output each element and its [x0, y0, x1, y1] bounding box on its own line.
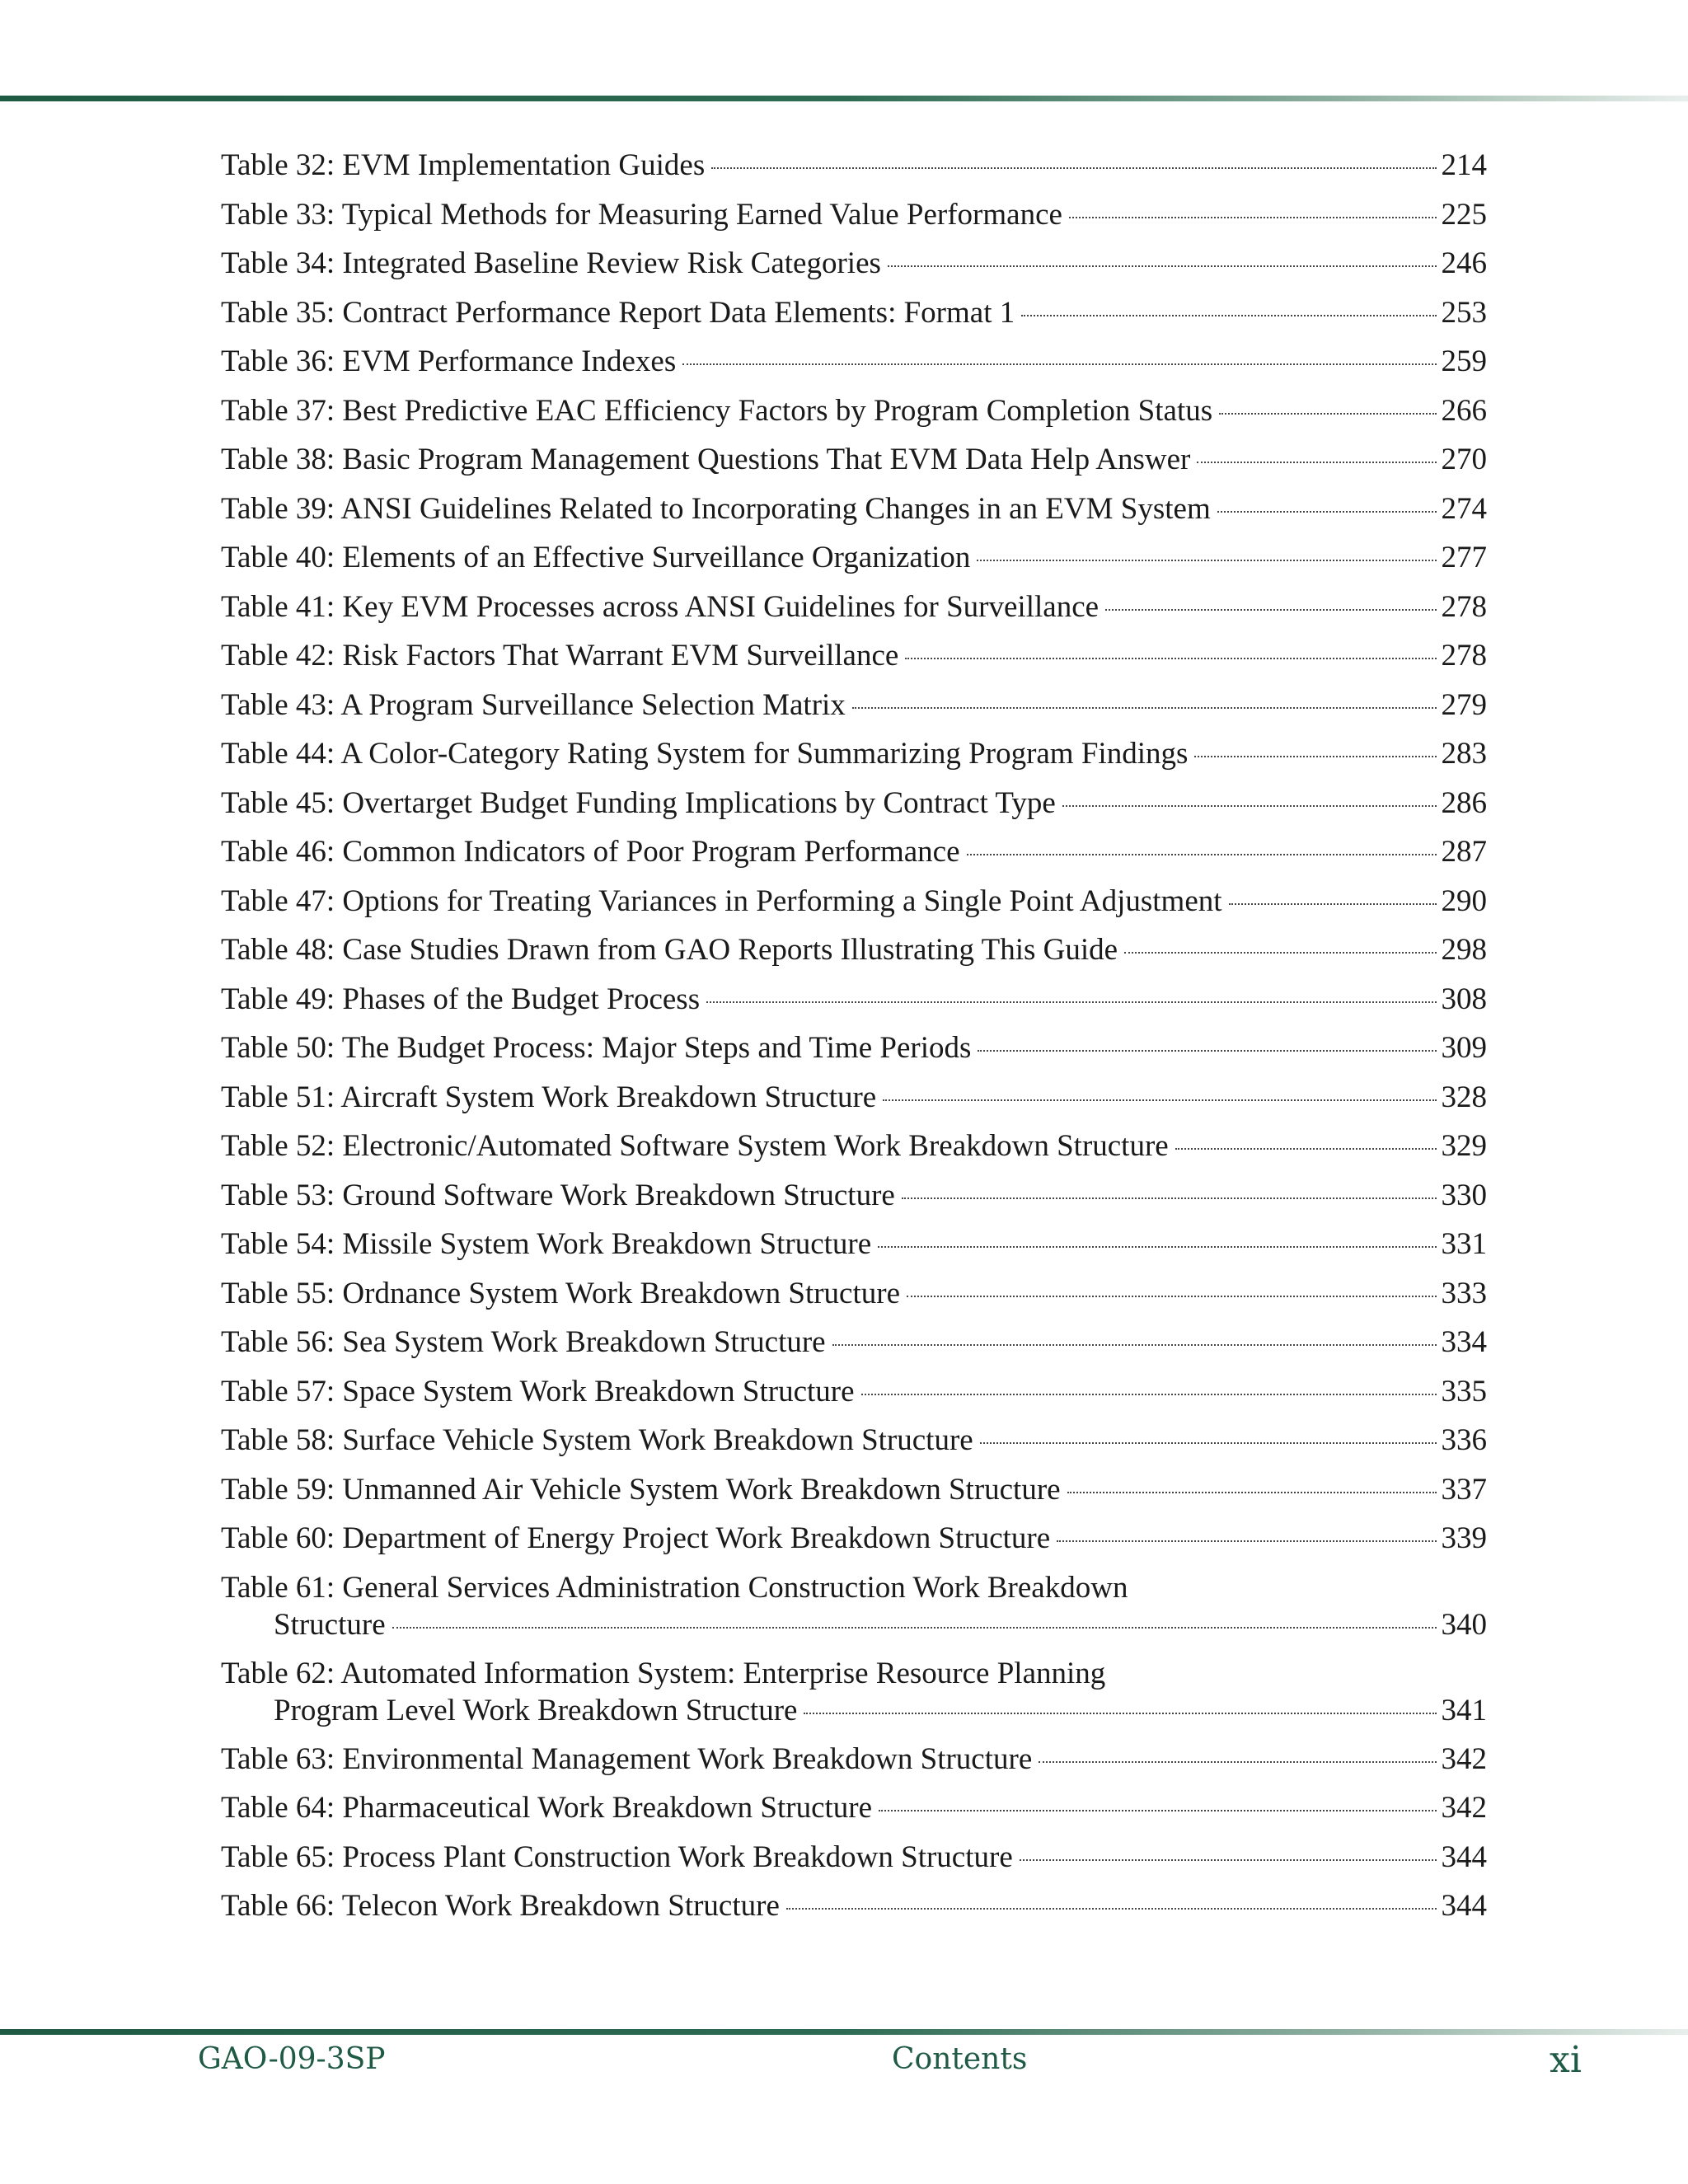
toc-entry[interactable]	[221, 833, 1487, 870]
dot-leader	[786, 1908, 1437, 1910]
section-name: Contents	[892, 2042, 1028, 2076]
toc-entry[interactable]	[221, 1422, 1487, 1459]
page-footer	[0, 2036, 1688, 2085]
toc-entry-title-continuation: Structure	[274, 1607, 386, 1642]
header-rule	[0, 96, 1688, 101]
dot-leader	[1219, 413, 1436, 415]
dot-leader	[902, 1197, 1437, 1199]
toc-entry-page: 253	[1441, 295, 1487, 330]
toc-entry[interactable]	[221, 883, 1487, 920]
toc-entry[interactable]	[221, 441, 1487, 478]
toc-entry-page: 342	[1441, 1791, 1487, 1825]
dot-leader	[1039, 1761, 1436, 1763]
toc-entry-title: Table 41: Key EVM Processes across ANSI Guidelines for Surveillance	[221, 589, 1100, 624]
page-number: xi	[1550, 2039, 1582, 2081]
dot-leader	[1124, 952, 1436, 954]
dot-leader	[832, 1344, 1437, 1346]
dot-leader	[392, 1627, 1437, 1629]
dot-leader	[1020, 1859, 1437, 1861]
toc-entry-page: 330	[1441, 1178, 1487, 1212]
toc-entry[interactable]	[221, 392, 1487, 429]
dot-leader	[977, 560, 1436, 561]
toc-entry-page: 329	[1441, 1129, 1487, 1163]
dot-leader	[804, 1713, 1436, 1714]
toc-entry-title: Table 51: Aircraft System Work Breakdown Structure	[221, 1080, 877, 1114]
dot-leader	[1021, 315, 1436, 316]
toc-entry[interactable]	[221, 1520, 1487, 1557]
toc-entry-page: 336	[1441, 1423, 1487, 1457]
toc-entry-title: Table 65: Process Plant Construction Work Breakdown Structure	[221, 1840, 1013, 1874]
dot-leader	[1057, 1540, 1436, 1542]
dot-leader	[1197, 462, 1436, 463]
table-of-contents-list	[221, 147, 1487, 1937]
toc-entry[interactable]	[221, 637, 1487, 674]
toc-entry-title: Table 48: Case Studies Drawn from GAO Reports Illustrating This Guide	[221, 933, 1118, 967]
dot-leader	[706, 1001, 1436, 1003]
toc-entry-title: Table 37: Best Predictive EAC Efficiency Factors by Program Completion Status	[221, 393, 1213, 428]
toc-entry[interactable]	[221, 1887, 1487, 1924]
dot-leader	[978, 1050, 1436, 1052]
toc-entry-page: 331	[1441, 1227, 1487, 1261]
toc-entry-title: Table 62: Automated Information System: Enterprise Resource Planning	[221, 1656, 1106, 1690]
toc-entry[interactable]	[221, 1373, 1487, 1410]
dot-leader	[1067, 1492, 1437, 1493]
toc-entry-title: Table 57: Space System Work Breakdown Structure	[221, 1374, 855, 1408]
toc-entry-page: 334	[1441, 1325, 1487, 1359]
dot-leader	[1105, 609, 1436, 611]
footer-rule	[0, 2029, 1688, 2035]
toc-entry[interactable]	[221, 588, 1487, 626]
toc-entry-page: 278	[1441, 639, 1487, 673]
dot-leader	[1069, 217, 1437, 218]
toc-entry-page: 286	[1441, 785, 1487, 820]
toc-entry-page: 279	[1441, 687, 1487, 722]
toc-entry-title: Table 66: Telecon Work Breakdown Structure	[221, 1889, 780, 1923]
toc-entry[interactable]	[221, 1177, 1487, 1214]
toc-entry-page: 225	[1441, 197, 1487, 232]
toc-entry-title: Table 55: Ordnance System Work Breakdown Structure	[221, 1276, 900, 1310]
toc-entry-page: 287	[1441, 835, 1487, 869]
toc-entry-page: 335	[1441, 1374, 1487, 1408]
dot-leader	[888, 265, 1437, 267]
toc-entry[interactable]	[221, 1839, 1487, 1876]
toc-entry[interactable]	[221, 343, 1487, 380]
toc-entry-title-continuation: Program Level Work Breakdown Structure	[274, 1693, 798, 1727]
toc-entry-page: 290	[1441, 883, 1487, 918]
toc-entry-page: 259	[1441, 344, 1487, 378]
toc-entry[interactable]	[221, 1275, 1487, 1312]
dot-leader	[883, 1099, 1436, 1101]
toc-entry[interactable]	[221, 147, 1487, 184]
toc-entry-continuation-line	[221, 1692, 1487, 1729]
toc-entry-page: 342	[1441, 1741, 1487, 1776]
toc-entry-title: Table 46: Common Indicators of Poor Program Performance	[221, 835, 960, 869]
toc-entry[interactable]	[221, 294, 1487, 331]
toc-entry[interactable]	[221, 1324, 1487, 1361]
toc-entry[interactable]	[221, 1079, 1487, 1116]
toc-entry-title: Table 58: Surface Vehicle System Work Breakdown Structure	[221, 1423, 973, 1457]
toc-entry-page: 270	[1441, 443, 1487, 476]
dot-leader	[1229, 903, 1437, 905]
toc-entry-title: Table 59: Unmanned Air Vehicle System Work Breakdown Structure	[221, 1472, 1061, 1507]
dot-leader	[1194, 756, 1436, 757]
toc-entry-page: 246	[1441, 246, 1487, 280]
dot-leader	[711, 167, 1436, 169]
toc-entry-page: 339	[1441, 1521, 1487, 1555]
toc-entry-title: Table 56: Sea System Work Breakdown Structure	[221, 1325, 826, 1359]
toc-entry[interactable]	[221, 1127, 1487, 1165]
toc-entry-title: Table 53: Ground Software Work Breakdown Structure	[221, 1178, 895, 1212]
toc-entry-page: 344	[1441, 1889, 1487, 1923]
dot-leader	[905, 658, 1436, 659]
toc-entry-title: Table 64: Pharmaceutical Work Breakdown Structure	[221, 1791, 873, 1825]
toc-entry[interactable]	[221, 196, 1487, 233]
toc-entry-title: Table 49: Phases of the Budget Process	[221, 982, 701, 1016]
toc-entry[interactable]	[221, 539, 1487, 576]
toc-entry-title: Table 61: General Services Administration Construction Work Breakdown	[221, 1570, 1128, 1605]
toc-entry[interactable]	[221, 785, 1487, 822]
toc-entry-page: 309	[1441, 1031, 1487, 1065]
toc-entry-title: Table 44: A Color-Category Rating System for Summarizing Program Findings	[221, 737, 1189, 771]
toc-entry[interactable]	[221, 687, 1487, 724]
toc-entry-title: Table 47: Options for Treating Variances in Performing a Single Point Adjustment	[221, 883, 1222, 918]
toc-entry-title: Table 52: Electronic/Automated Software System Work Breakdown Structure	[221, 1129, 1169, 1163]
toc-entry[interactable]	[221, 1569, 1487, 1643]
toc-entry[interactable]	[221, 1789, 1487, 1826]
toc-entry-page: 277	[1441, 541, 1487, 574]
toc-entry-title: Table 63: Environmental Management Work Breakdown Structure	[221, 1741, 1033, 1776]
toc-entry-page: 328	[1441, 1080, 1487, 1114]
toc-entry-continuation-line	[221, 1606, 1487, 1643]
toc-entry-title: Table 45: Overtarget Budget Funding Implications by Contract Type	[221, 785, 1056, 820]
toc-entry-page: 278	[1441, 589, 1487, 624]
toc-entry-title: Table 40: Elements of an Effective Surveillance Organization	[221, 541, 971, 574]
toc-entry-page: 337	[1441, 1472, 1487, 1507]
toc-entry-title: Table 54: Missile System Work Breakdown Structure	[221, 1227, 872, 1261]
toc-entry-page: 333	[1441, 1276, 1487, 1310]
toc-entry-page: 266	[1441, 393, 1487, 428]
dot-leader	[1175, 1148, 1437, 1150]
toc-entry-title: Table 35: Contract Performance Report Data Elements: Format 1	[221, 295, 1015, 330]
dot-leader	[1062, 805, 1437, 807]
toc-entry-page: 274	[1441, 491, 1487, 526]
dot-leader	[878, 1246, 1436, 1248]
dot-leader	[861, 1394, 1437, 1395]
toc-entry-page: 298	[1441, 933, 1487, 967]
toc-entry-page: 340	[1441, 1607, 1487, 1642]
dot-leader	[879, 1810, 1436, 1811]
toc-entry-title: Table 34: Integrated Baseline Review Risk Categories	[221, 246, 881, 280]
dot-leader	[980, 1442, 1437, 1444]
toc-entry-title: Table 60: Department of Energy Project Work Breakdown Structure	[221, 1521, 1051, 1555]
toc-entry-page: 214	[1441, 148, 1487, 182]
toc-entry[interactable]	[221, 245, 1487, 282]
toc-entry-title: Table 39: ANSI Guidelines Related to Incorporating Changes in an EVM System	[221, 491, 1211, 526]
toc-entry[interactable]	[221, 931, 1487, 968]
toc-entry[interactable]	[221, 1655, 1487, 1729]
toc-entry-title: Table 43: A Program Surveillance Selection Matrix	[221, 687, 846, 722]
toc-entry-title: Table 36: EVM Performance Indexes	[221, 344, 677, 378]
dot-leader	[852, 707, 1437, 709]
toc-entry[interactable]	[221, 1029, 1487, 1066]
toc-entry-page: 308	[1441, 982, 1487, 1016]
report-number: GAO-09-3SP	[198, 2042, 386, 2076]
toc-entry-page: 341	[1441, 1693, 1487, 1727]
dot-leader	[1217, 511, 1437, 513]
toc-entry[interactable]	[221, 490, 1487, 527]
toc-entry-title: Table 33: Typical Methods for Measuring Earned Value Performance	[221, 197, 1062, 232]
dot-leader	[967, 854, 1437, 855]
dot-leader	[682, 363, 1436, 365]
toc-entry[interactable]	[221, 981, 1487, 1018]
toc-entry-title: Table 42: Risk Factors That Warrant EVM Surveillance	[221, 639, 899, 673]
dot-leader	[907, 1296, 1437, 1297]
toc-entry-page: 344	[1441, 1840, 1487, 1874]
toc-entry-title: Table 32: EVM Implementation Guides	[221, 148, 706, 182]
toc-entry[interactable]	[221, 1226, 1487, 1263]
toc-entry-page: 283	[1441, 737, 1487, 771]
toc-entry[interactable]	[221, 1471, 1487, 1508]
toc-entry-title: Table 50: The Budget Process: Major Steps and Time Periods	[221, 1031, 972, 1065]
toc-entry[interactable]	[221, 735, 1487, 772]
toc-entry-title: Table 38: Basic Program Management Questions That EVM Data Help Answer	[221, 443, 1191, 476]
toc-entry[interactable]	[221, 1741, 1487, 1778]
